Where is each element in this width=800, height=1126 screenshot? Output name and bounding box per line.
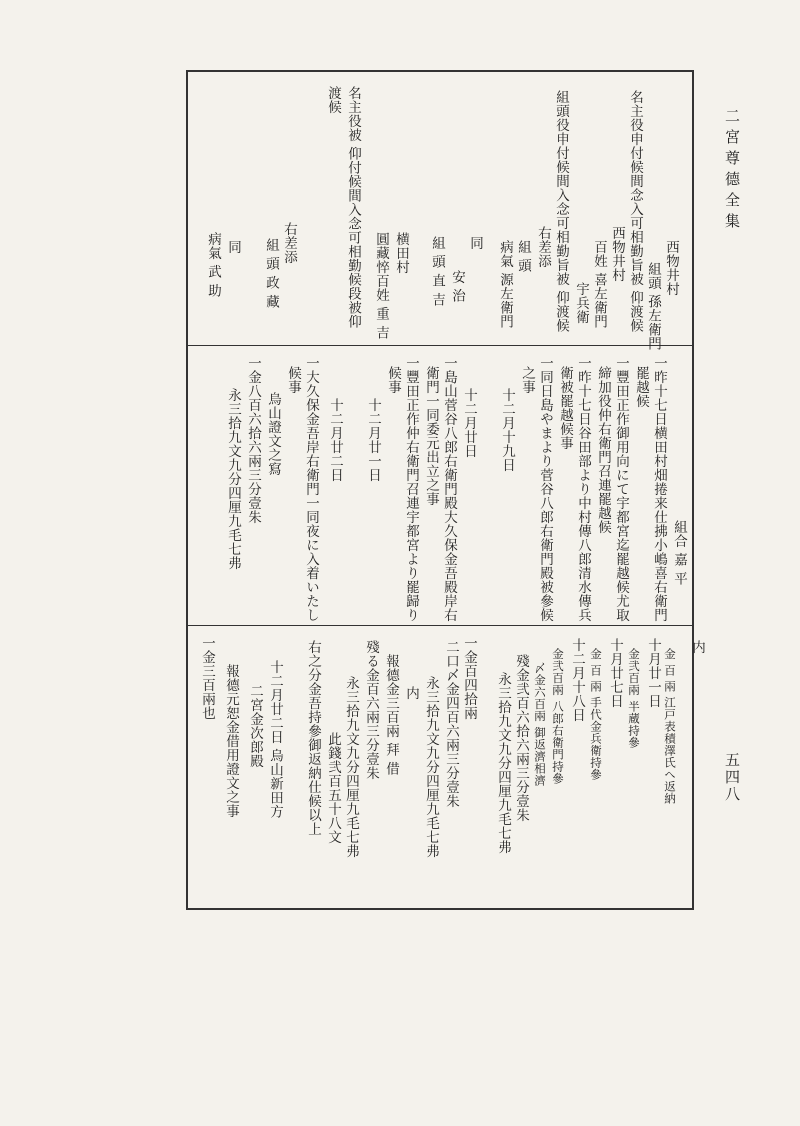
text-column: 報德元恕金借用證文之事 bbox=[223, 664, 239, 818]
section-divider-top bbox=[186, 345, 694, 346]
text-column: 組 頭 bbox=[515, 240, 531, 273]
text-column: 永三拾九文九分四厘九毛七弗 bbox=[343, 676, 359, 858]
text-column: 組 頭 直 吉 bbox=[429, 236, 445, 307]
text-column: 二口〆金四百六兩三分壹朱 bbox=[443, 640, 459, 808]
text-column: 候事 bbox=[385, 366, 401, 394]
text-column: 二宮金次郎殿 bbox=[247, 684, 263, 768]
text-column: 圓藏悴百姓 重 吉 bbox=[373, 232, 389, 340]
text-column: 十二月廿二日 bbox=[327, 398, 343, 482]
text-column: 十二月十九日 bbox=[499, 388, 515, 472]
text-column: 名主役被 仰付候間入念可相勤候段被仰 bbox=[345, 86, 361, 329]
text-column: 一同日島やまより菅谷八郎右衛門殿被參候 bbox=[537, 356, 553, 622]
text-column: 一金百四拾兩 bbox=[461, 636, 477, 720]
text-column: 一昨十七日横田村畑捲来仕拂小嶋喜右衛門 bbox=[651, 356, 667, 622]
text-column: 西物井村 bbox=[663, 240, 679, 296]
text-column: 衛門一同委元出立之事 bbox=[423, 366, 439, 506]
text-column: 候事 bbox=[285, 366, 301, 394]
text-column: 之事 bbox=[519, 366, 535, 394]
text-column: 組頭 孫左衛門 bbox=[645, 262, 661, 351]
text-column: 一豐田正作仲右衛門召連宇都宮より罷歸り bbox=[403, 356, 419, 622]
text-column: 金 百 兩 手代金兵衛持參 bbox=[589, 648, 603, 781]
text-column: 此錢弐百五十八文 bbox=[325, 732, 341, 844]
text-column: 内 bbox=[689, 640, 705, 654]
text-column: 金弐百兩 半蔵持參 bbox=[627, 648, 641, 749]
text-column: 永三拾九文九分四厘九毛七弗 bbox=[225, 388, 241, 570]
text-column: 十二月廿日 bbox=[461, 388, 477, 458]
text-column: 病氣 源左衛門 bbox=[497, 240, 513, 329]
text-column: 十二月廿二日 烏山新田方 bbox=[267, 660, 283, 819]
text-column: 報德金三百兩 拜 借 bbox=[383, 654, 399, 776]
text-column: 殘る金百六兩三分壹朱 bbox=[363, 640, 379, 780]
text-column: 金 百 兩 江戸表積澤氏へ返納 bbox=[663, 648, 677, 805]
text-column: 同 bbox=[467, 236, 483, 250]
text-column: 一豐田正作御用向にて宇都宮迄罷越候尤取 bbox=[613, 356, 629, 622]
section-divider-bottom bbox=[186, 625, 694, 626]
text-column: 十二月十八日 bbox=[569, 638, 585, 722]
text-column: 烏山證文之寫 bbox=[265, 392, 281, 476]
text-column: 永三拾九文九分四厘九毛七弗 bbox=[423, 676, 439, 858]
text-column: 横田村 bbox=[393, 232, 409, 274]
text-column: 組合 嘉 平 bbox=[671, 520, 687, 586]
page-number: 五四八 bbox=[723, 752, 741, 803]
text-column: 安 治 bbox=[449, 270, 465, 303]
text-column: 一金八百六拾六兩三分壹朱 bbox=[245, 356, 261, 524]
text-column: 名主役申付候間念入可相勤旨被 仰渡候 bbox=[627, 90, 643, 333]
text-column: 一昨十七日谷田部より中村傳八郎清水傳兵 bbox=[575, 356, 591, 622]
text-column: 殘金弐百六拾六兩三分壹朱 bbox=[513, 654, 529, 822]
text-column: 十月廿七日 bbox=[607, 638, 623, 708]
text-column: 組 頭 政 藏 bbox=[263, 238, 279, 309]
text-column: 渡候 bbox=[325, 86, 341, 114]
text-column: 右差添 bbox=[535, 226, 551, 268]
text-column: 十二月廿一日 bbox=[365, 398, 381, 482]
text-column: 右之分金吾持參御返納仕候以上 bbox=[305, 640, 321, 836]
text-column: 内 bbox=[403, 686, 419, 700]
text-column: 永三拾九文九分四厘九毛七弗 bbox=[495, 672, 511, 854]
text-column: 一大久保金吾岸右衛門一同夜に入着いたし bbox=[303, 356, 319, 622]
text-column: 〆金六百兩 御返濟相濟 bbox=[533, 662, 547, 787]
text-column: 十月廿一日 bbox=[645, 638, 661, 708]
text-column: 百姓 喜左衛門 bbox=[591, 240, 607, 329]
text-column: 宇兵衛 bbox=[573, 282, 589, 324]
text-column: 衛被罷越候事 bbox=[557, 366, 573, 450]
text-column: 右差添 bbox=[281, 222, 297, 264]
text-column: 同 bbox=[225, 240, 241, 254]
text-column: 一金三百兩也 bbox=[199, 636, 215, 720]
text-column: 締加役仲右衛門召連罷越候 bbox=[595, 366, 611, 534]
text-column: 病氣 武 助 bbox=[205, 232, 221, 298]
book-title: 二宮尊德全集 bbox=[723, 108, 741, 234]
text-column: 西物井村 bbox=[609, 226, 625, 282]
text-column: 罷越候 bbox=[633, 366, 649, 408]
text-column: 金弐百兩 八郎右衛門持參 bbox=[551, 648, 565, 785]
text-column: 組頭役申付候間入念可相勤旨被 仰渡候 bbox=[553, 90, 569, 333]
text-column: 一島山菅谷八郎右衛門殿大久保金吾殿岸右 bbox=[441, 356, 457, 622]
